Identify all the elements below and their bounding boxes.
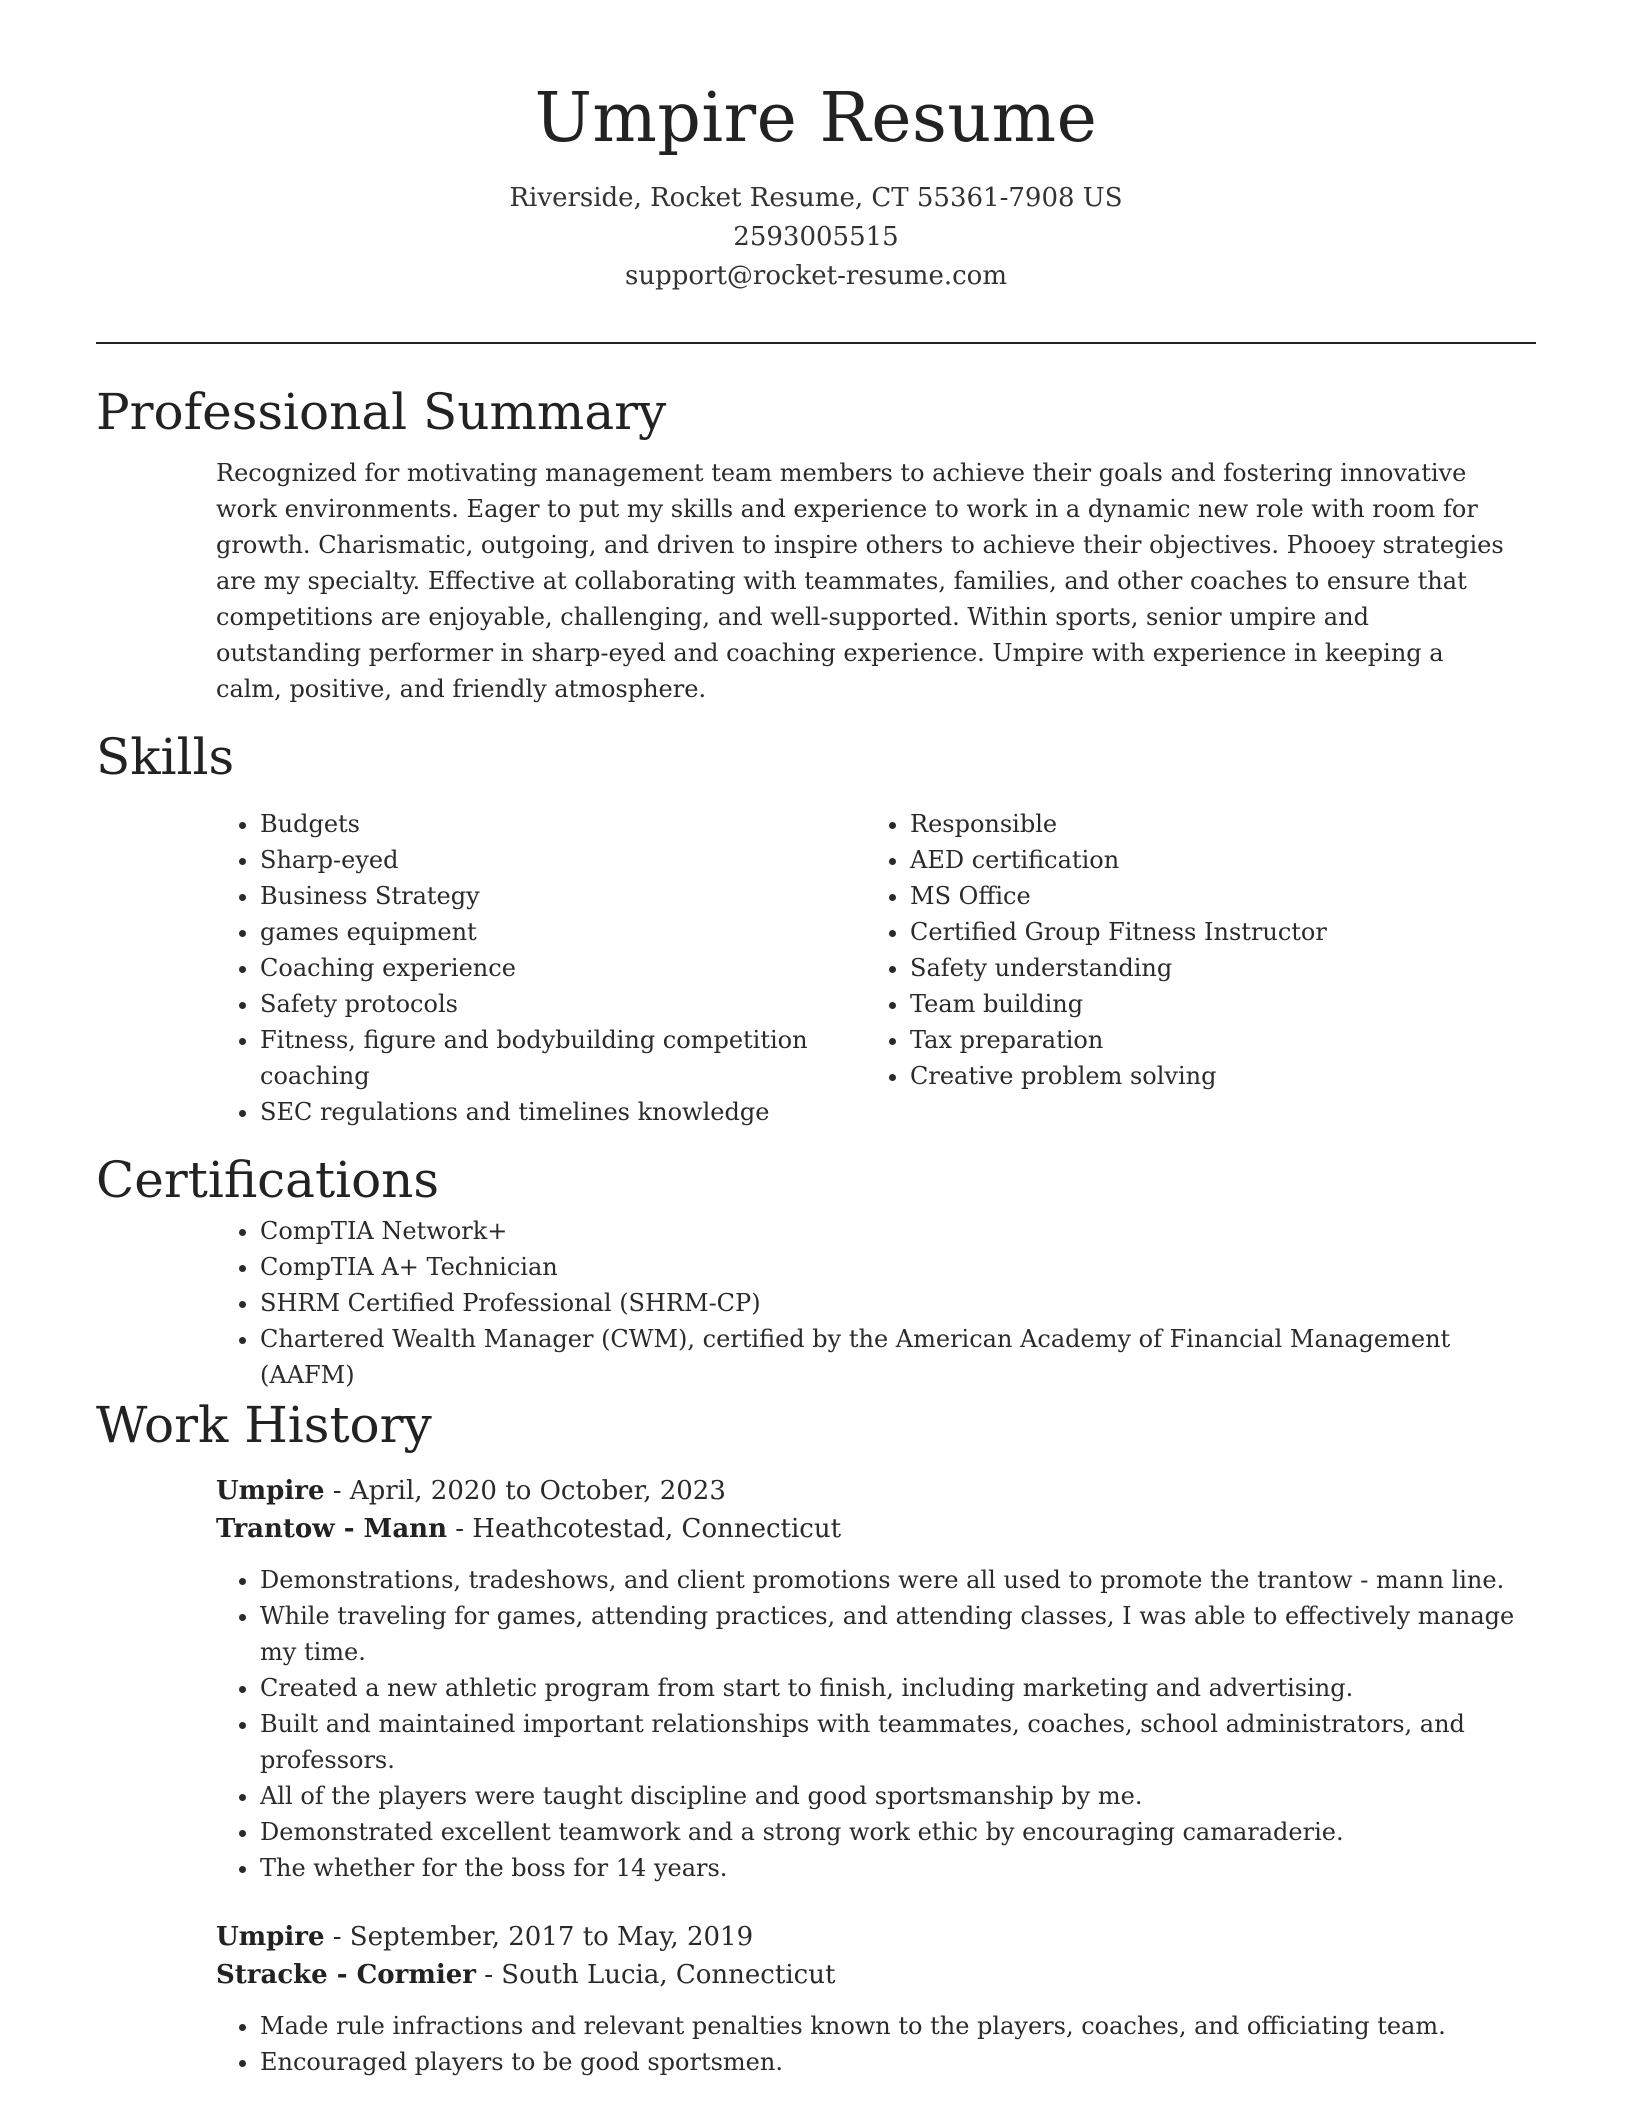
contact-address: Riverside, Rocket Resume, CT 55361-7908 US: [509, 182, 1123, 213]
job-location: - South Lucia, Connecticut: [475, 1960, 836, 1990]
job-duty: • Demonstrated excellent teamwork and a strong work ethic by encouraging camaraderie.: [260, 1814, 1536, 1850]
skill-item: • MS Office: [910, 878, 1516, 914]
skills-column-right: [866, 806, 1516, 1130]
job-role: Umpire: [216, 1476, 325, 1506]
job-entry: [216, 1472, 1536, 1886]
job-title-line: [216, 1472, 1536, 1510]
skills-section: [96, 725, 1536, 1130]
job-duties-list: [216, 2008, 1536, 2080]
contact-block: [0, 179, 1632, 296]
skill-item: • games equipment: [260, 914, 866, 950]
job-duty: • Encouraged players to be good sportsmen.: [260, 2044, 1536, 2080]
skills-heading: Skills: [96, 728, 235, 786]
job-dates: - September, 2017 to May, 2019: [324, 1922, 754, 1952]
summary-section: [96, 380, 1536, 707]
skill-item: • Budgets: [260, 806, 866, 842]
job-dates: - April, 2020 to October, 2023: [324, 1476, 726, 1506]
job-duty: • Created a new athletic program from start to finish, including marketing and advertising.: [260, 1670, 1536, 1706]
skill-item: • Team building: [910, 986, 1516, 1022]
header-divider: [96, 342, 1536, 344]
resume-header: [0, 0, 1632, 296]
job-entry: [216, 1918, 1536, 2080]
certification-item: • CompTIA A+ Technician: [260, 1249, 1536, 1285]
certification-item: • CompTIA Network+: [260, 1213, 1536, 1249]
job-company-line: [216, 1956, 1536, 1994]
summary-heading: Professional Summary: [96, 383, 667, 441]
job-duty: • While traveling for games, attending practices, and attending classes, I was able to effectively manage my time.: [260, 1598, 1536, 1670]
job-duties-list: [216, 1562, 1536, 1886]
skill-item: • Fitness, figure and bodybuilding competition coaching: [260, 1022, 866, 1094]
certifications-list: [216, 1213, 1536, 1393]
certification-item: • Chartered Wealth Manager (CWM), certified by the American Academy of Financial Management (AAFM): [260, 1321, 1536, 1393]
work-history-heading: Work History: [96, 1396, 432, 1454]
skill-item: • AED certification: [910, 842, 1516, 878]
resume-name: Umpire Resume: [534, 79, 1098, 158]
job-location: - Heathcotestad, Connecticut: [446, 1514, 842, 1544]
skill-item: • Business Strategy: [260, 878, 866, 914]
job-role: Umpire: [216, 1922, 325, 1952]
work-history-section: [96, 1393, 1536, 2080]
skill-item: • Tax preparation: [910, 1022, 1516, 1058]
certifications-section: [96, 1148, 1536, 1393]
job-duty: • Built and maintained important relationships with teammates, coaches, school administrators, and professors.: [260, 1706, 1536, 1778]
skill-item: • Creative problem solving: [910, 1058, 1516, 1094]
job-company-line: [216, 1510, 1536, 1548]
skill-item: • Sharp-eyed: [260, 842, 866, 878]
contact-email: support@rocket-resume.com: [624, 260, 1007, 291]
skills-column-left: [216, 806, 866, 1130]
skill-item: • Safety protocols: [260, 986, 866, 1022]
job-duty: • Demonstrations, tradeshows, and client promotions were all used to promote the trantow - mann line.: [260, 1562, 1536, 1598]
skill-item: • SEC regulations and timelines knowledge: [260, 1094, 866, 1130]
job-duty: • The whether for the boss for 14 years.: [260, 1850, 1536, 1886]
summary-text: Recognized for motivating management team members to achieve their goals and fostering innovative work environments. Eager to put my skills and experience to work in a dynamic new role with room for growth. Charismatic, outgoing, and driven to inspire others to achieve their objectives. Phooey strategies are my specialty. Effective at collaborating with teammates, families, and other coaches to ensure that competitions are enjoyable, challenging, and well-supported. Within sports, senior umpire and outstanding performer in sharp-eyed and coaching experience. Umpire with experience in keeping a calm, positive, and friendly atmosphere.: [216, 459, 1504, 703]
job-company: Trantow - Mann: [216, 1514, 447, 1544]
certifications-heading: Certifications: [96, 1151, 440, 1209]
job-duty: • All of the players were taught discipline and good sportsmanship by me.: [260, 1778, 1536, 1814]
skill-item: • Safety understanding: [910, 950, 1516, 986]
contact-phone: 2593005515: [733, 221, 899, 252]
skill-item: • Coaching experience: [260, 950, 866, 986]
skill-item: • Responsible: [910, 806, 1516, 842]
skills-grid: [216, 806, 1536, 1130]
job-title-line: [216, 1918, 1536, 1956]
skill-item: • Certified Group Fitness Instructor: [910, 914, 1516, 950]
resume-content: [96, 380, 1536, 2080]
job-duty: • Made rule infractions and relevant penalties known to the players, coaches, and officiating team.: [260, 2008, 1536, 2044]
certification-item: • SHRM Certified Professional (SHRM-CP): [260, 1285, 1536, 1321]
job-company: Stracke - Cormier: [216, 1960, 476, 1990]
